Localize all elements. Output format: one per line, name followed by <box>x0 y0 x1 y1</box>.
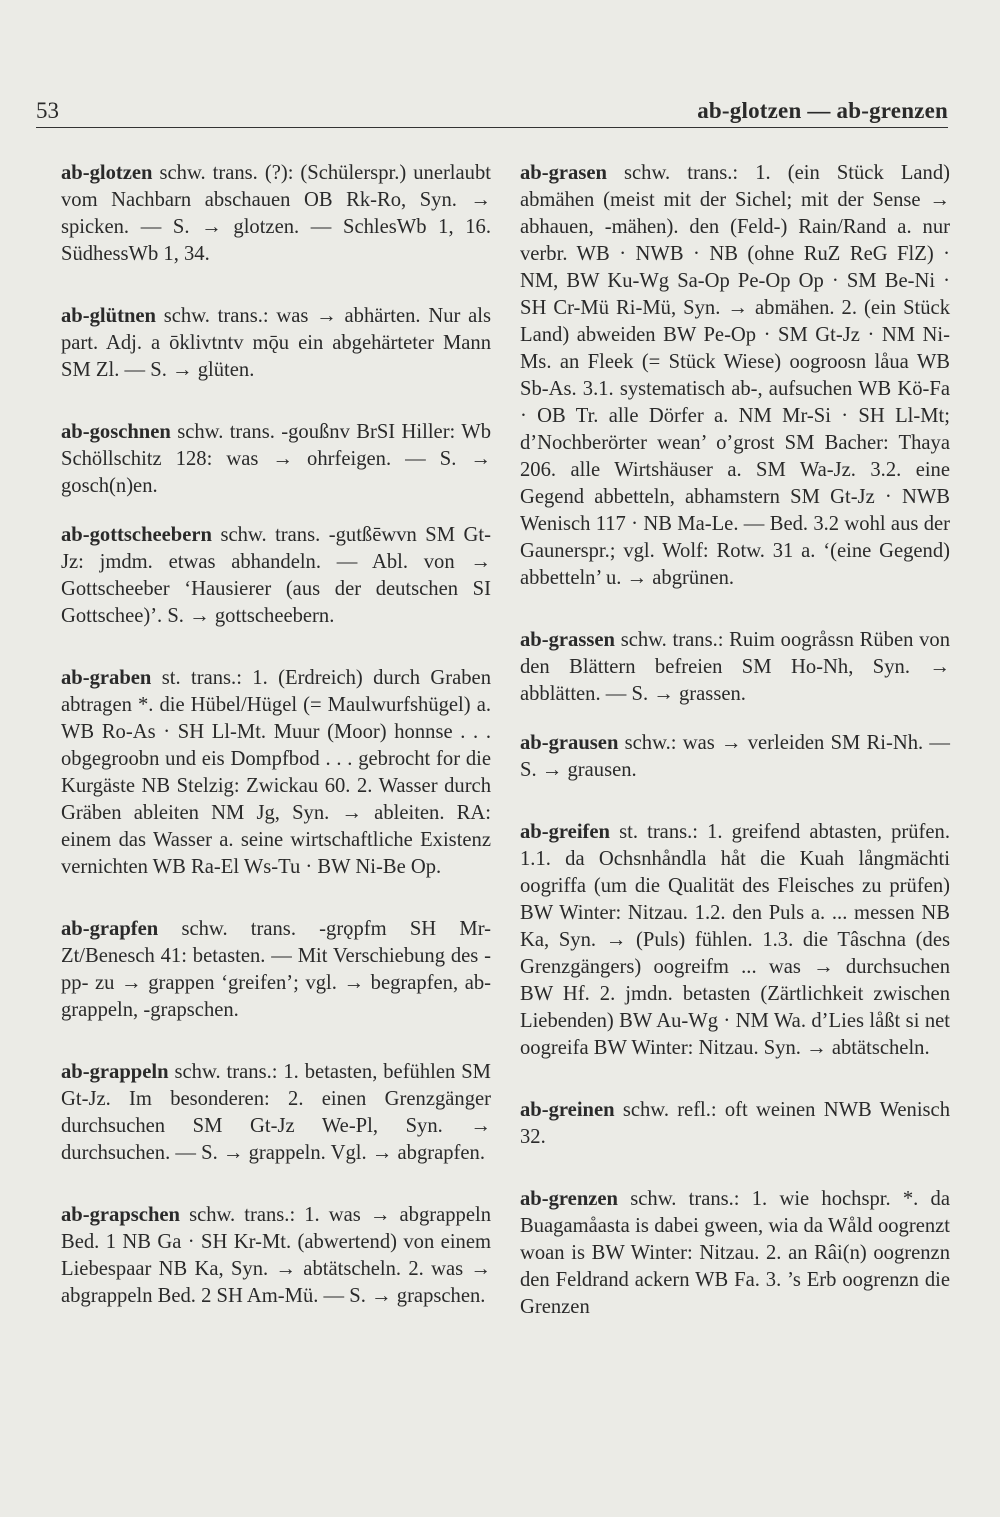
left-column <box>61 160 491 1345</box>
dictionary-entry <box>61 419 491 500</box>
dictionary-entry <box>61 522 491 630</box>
entry-lemma: ab-grasen <box>520 162 607 184</box>
dictionary-entry <box>520 1186 950 1321</box>
entry-text: schw. trans.: was → abhärten. Nur als part. Adj. a ōklivtntv mǭu ein abgehärteter Mann SM Zl. — S. → glüten. <box>61 305 491 381</box>
dictionary-entry <box>520 730 950 784</box>
entry-lemma: ab-greinen <box>520 1099 615 1121</box>
entry-lemma: ab-grausen <box>520 732 619 754</box>
dictionary-entry <box>61 1059 491 1167</box>
entry-text: schw. trans.: 1. was → abgrappeln Bed. 1 NB Ga · SH Kr-Mt. (abwertend) von einem Liebespaar NB Ka, Syn. → abtätscheln. 2. was → abgrappeln Bed. 2 SH Am-Mü. — S. → grapschen. <box>61 1204 491 1307</box>
entry-text: schw. refl.: oft weinen NWB Wenisch 32. <box>520 1099 950 1148</box>
dictionary-entry <box>61 160 491 268</box>
entry-text: schw. trans.: Ruim oogråssn Rüben von den Blättern befreien SM Ho-Nh, Syn. → abblätten. — S. → grassen. <box>520 629 950 705</box>
entry-lemma: ab-glotzen <box>61 162 153 184</box>
entry-lemma: ab-goschnen <box>61 421 171 443</box>
dictionary-entry <box>520 819 950 1062</box>
entry-lemma: ab-gottscheebern <box>61 524 212 546</box>
dictionary-entry <box>61 665 491 881</box>
entry-text: schw. trans. -grǫpfm SH Mr-Zt/Benesch 41: betasten. — Mit Verschiebung des -pp- zu → grappen ‘greifen’; vgl. → begrapfen, ab-grappeln, -grapschen. <box>61 918 491 1021</box>
dictionary-entry <box>520 1097 950 1151</box>
right-column <box>520 160 950 1356</box>
dictionary-entry <box>520 627 950 708</box>
entry-text: schw. trans.: 1. betasten, befühlen SM Gt-Jz. Im besonderen: 2. einen Grenzgänger durchsuchen SM Gt-Jz We-Pl, Syn. → durchsuchen. — S. → grappeln. Vgl. → abgrapfen. <box>61 1061 491 1164</box>
entry-text: schw.: was → verleiden SM Ri-Nh. — S. → grausen. <box>520 732 950 781</box>
entry-lemma: ab-grappeln <box>61 1061 169 1083</box>
entry-text: schw. trans.: 1. (ein Stück Land) abmähen (meist mit der Sichel; mit der Sense → abhauen, -mähen). den (Feld-) Rain/Rand a. nur verbr. WB · NWB · NB (ohne RuZ ReG FlZ) · NM, BW Ku-Wg Sa-Op Pe-Op Op · SM Be-Ni · SH Cr-Mü Ri-Mü, Syn. → abmähen. 2. (ein Stück Land) abweiden BW Pe-Op · SM Gt-Jz · NM Ni-Ms. an Fleek (= Stück Wiese) oogroosn låua WB Sb-As. 3.1. systematisch ab-, aufsuchen WB Kö-Fa · OB Tr. alle Dörfer a. NM Mr-Si · SH Ll-Mt; d’Nochberörter wean’ o’grost SM Bacher: Thaya 206. alle Wirtshäuser a. SM Wa-Jz. 3.2. eine Gegend abbetteln, abhamstern SM Gt-Jz · NWB Wenisch 117 · NB Ma-Le. — Bed. 3.2 wohl aus der Gaunerspr.; vgl. Wolf: Rotw. 31 a. ‘(eine Gegend) abbetteln’ u. → abgrünen. <box>520 162 950 589</box>
entry-text: st. trans.: 1. greifend abtasten, prüfen. 1.1. da Ochsnhåndla håt die Kuah långmächti oogriffa (um die Qualität des Fleisches zu prüfen) BW Winter: Nitzau. 1.2. den Puls a. ... messen NB Ka, Syn. → (Puls) fühlen. 1.3. die Tâschna (des Grenzgängers) oogreifm ... was → durchsuchen BW Hf. 2. jmdn. betasten (Zärtlichkeit zwischen Liebenden) BW Au-Wg · NM Wa. d’Lies låßt si net oogreifa BW Winter: Nitzau. Syn. → abtätscheln. <box>520 821 950 1059</box>
entry-lemma: ab-grassen <box>520 629 615 651</box>
entry-lemma: ab-grapfen <box>61 918 159 940</box>
page-number: 53 <box>36 98 59 123</box>
dictionary-entry <box>520 160 950 592</box>
dictionary-entry <box>61 1202 491 1310</box>
header-rule <box>36 127 948 128</box>
dictionary-entry <box>61 916 491 1024</box>
running-head: ab-glotzen — ab-grenzen <box>697 98 948 123</box>
entry-text: st. trans.: 1. (Erdreich) durch Graben abtragen *. die Hübel/Hügel (= Maulwurfshügel) a. WB Ro-As · SH Ll-Mt. Muur (Moor) honnse . . . obgegroobn und eis Dompfbod . . . gebrocht for die Kurgäste NB Stelzig: Zwickau 60. 2. Wasser durch Gräben ableiten NM Jg, Syn. → ableiten. RA: einem das Wasser a. seine wirtschaftliche Existenz vernichten WB Ra-El Ws-Tu · BW Ni-Be Op. <box>61 667 491 878</box>
entry-lemma: ab-grenzen <box>520 1188 619 1210</box>
entry-lemma: ab-graben <box>61 667 152 689</box>
entry-lemma: ab-greifen <box>520 821 610 843</box>
entry-text: schw. trans.: 1. wie hochspr. *. da Buagamåasta is dabei gween, wia da Wåld oogrenzt woan is BW Winter: Nitzau. 2. an Râi(n) oogrenzn den Feldrand ackern WB Fa. 3. ’s Erb oogrenzn die Grenzen <box>520 1188 950 1318</box>
entry-lemma: ab-grapschen <box>61 1204 180 1226</box>
dictionary-entry <box>61 303 491 384</box>
entry-text: schw. trans. -goußnv BrSI Hiller: Wb Schöllschitz 128: was → ohrfeigen. — S. → gosch(n)en. <box>61 421 491 497</box>
entry-text: schw. trans. (?): (Schülerspr.) unerlaubt vom Nachbarn abschauen OB Rk-Ro, Syn. → spicken. — S. → glotzen. — SchlesWb 1, 16. SüdhessWb 1, 34. <box>61 162 491 265</box>
entry-text: schw. trans. -gutßēwvn SM Gt-Jz: jmdm. etwas abhandeln. — Abl. von → Gottscheeber ‘Hausierer (aus der deutschen SI Gottschee)’. S. → gottscheebern. <box>61 524 491 627</box>
entry-lemma: ab-glütnen <box>61 305 156 327</box>
